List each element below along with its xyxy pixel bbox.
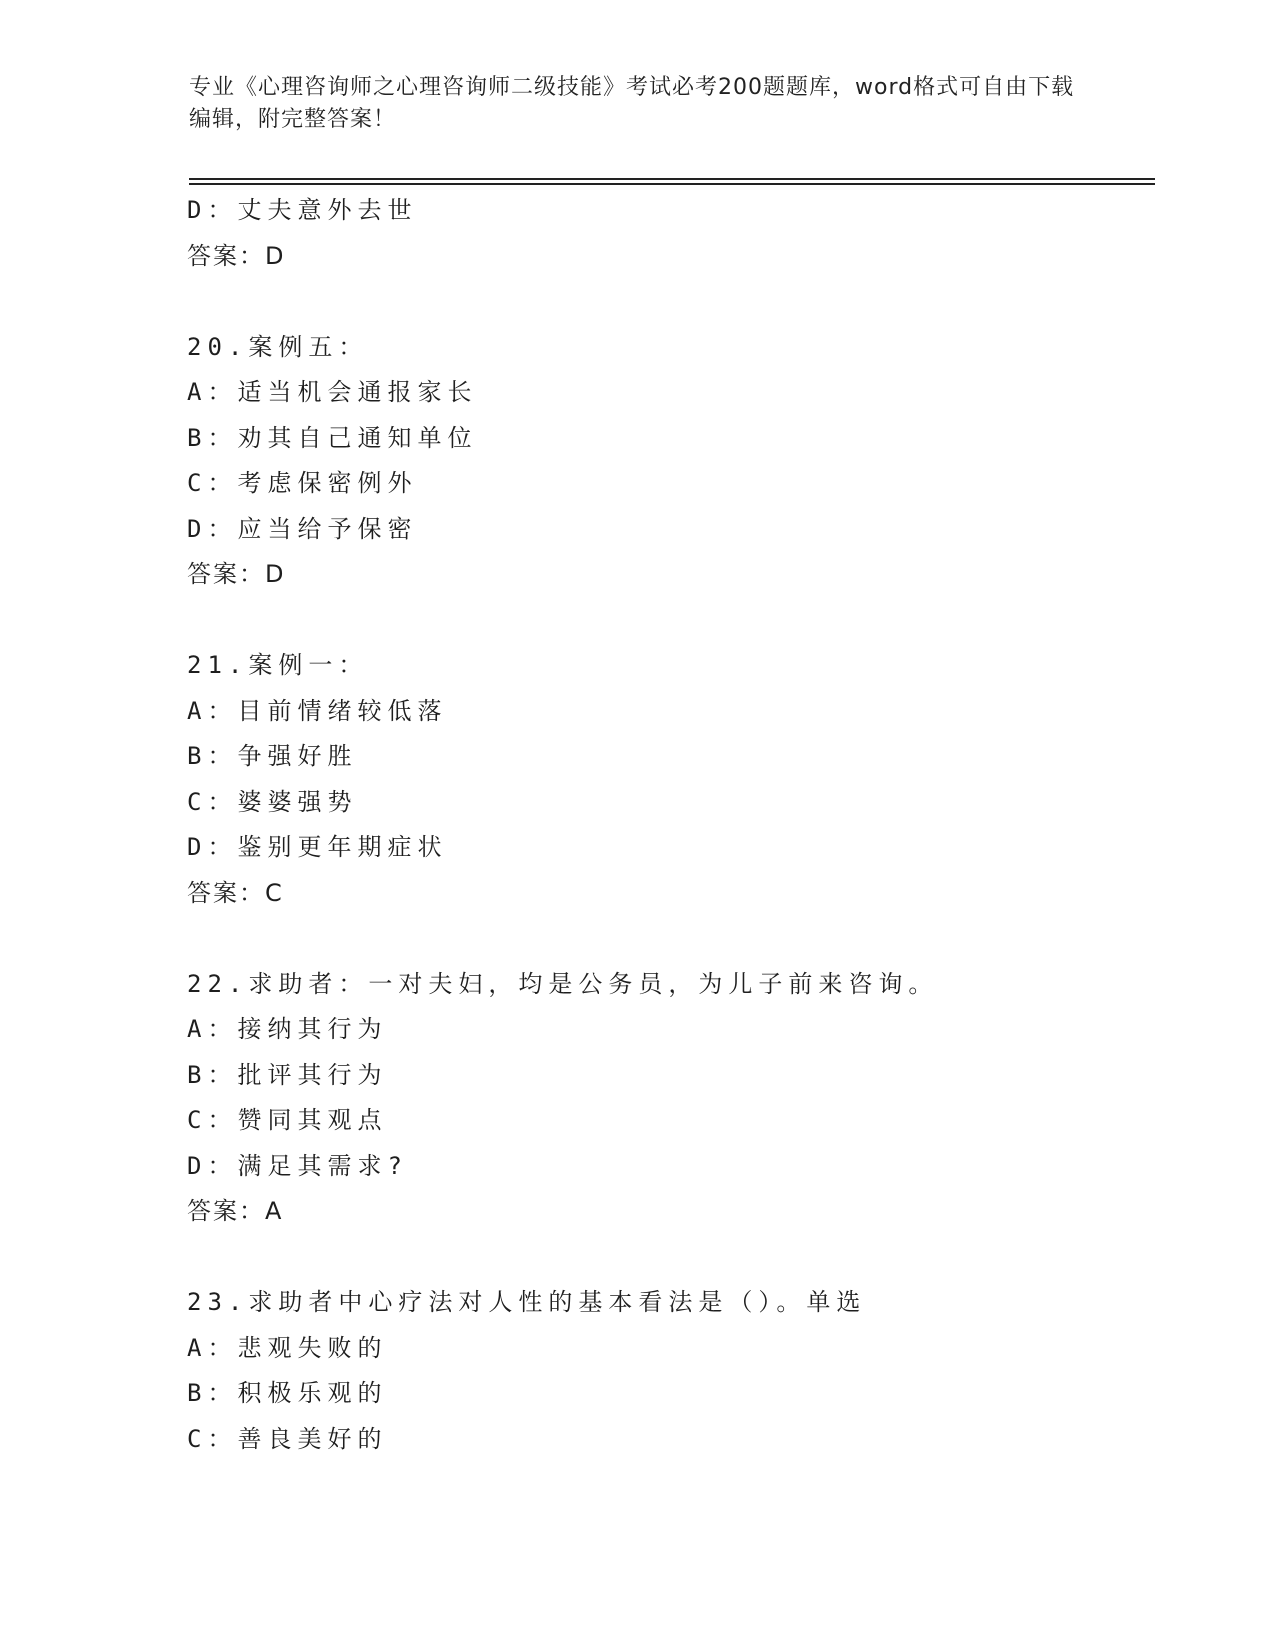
answer-option: B：批评其行为 xyxy=(187,1060,388,1089)
answer-option: C：善良美好的 xyxy=(187,1424,388,1453)
spacer xyxy=(187,279,1147,325)
answer-key: 答案：D xyxy=(187,241,286,270)
answer-key: 答案：C xyxy=(187,878,284,907)
answer-option: C：考虑保密例外 xyxy=(187,469,418,497)
answer-option: B：劝其自己通知单位 xyxy=(187,423,478,452)
spacer xyxy=(187,1235,1147,1281)
answer-option: D：丈夫意外去世 xyxy=(187,196,418,224)
spacer xyxy=(187,598,1147,644)
answer-option: C：赞同其观点 xyxy=(187,1106,388,1134)
answer-option: D：应当给予保密 xyxy=(187,514,418,543)
question-list xyxy=(187,188,1147,1462)
answer-option: A：悲观失败的 xyxy=(187,1333,388,1362)
answer-option: D：鉴别更年期症状 xyxy=(187,833,448,861)
answer-option: D：满足其需求? xyxy=(187,1151,408,1180)
question-stem: 22.求助者：一对夫妇，均是公务员，为儿子前来咨询。 xyxy=(187,969,939,998)
document-header: 专业《心理咨询师之心理咨询师二级技能》考试必考200题题库，word格式可自由下载编辑，附完整答案！ xyxy=(189,75,1075,132)
answer-option: B：积极乐观的 xyxy=(187,1379,388,1407)
answer-option: C：婆婆强势 xyxy=(187,787,358,816)
header-divider-bottom xyxy=(189,183,1155,185)
question-stem: 23.求助者中心疗法对人性的基本看法是（）。单选 xyxy=(187,1288,867,1316)
answer-option: A：适当机会通报家长 xyxy=(187,378,478,406)
spacer xyxy=(187,916,1147,962)
answer-option: B：争强好胜 xyxy=(187,742,358,770)
header-divider-top xyxy=(189,178,1155,180)
answer-option: A：目前情绪较低落 xyxy=(187,696,448,725)
question-stem: 21.案例一： xyxy=(187,651,369,679)
answer-option: A：接纳其行为 xyxy=(187,1015,388,1043)
question-stem: 20.案例五： xyxy=(187,332,369,361)
answer-key: 答案：D xyxy=(187,560,286,588)
answer-key: 答案：A xyxy=(187,1197,284,1225)
